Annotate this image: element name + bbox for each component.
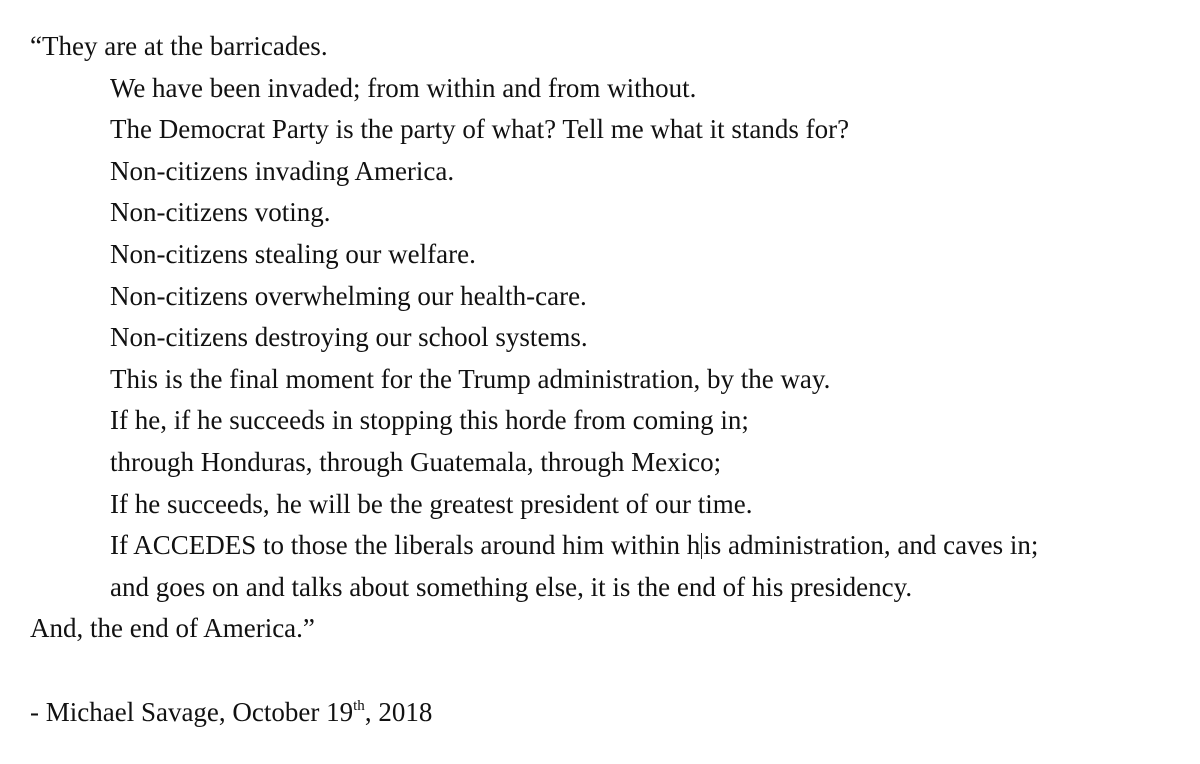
quote-line: We have been invaded; from within and from without. xyxy=(110,72,697,103)
document-body[interactable] xyxy=(30,26,1190,733)
quote-line-text-after-caret: is administration, and caves in; xyxy=(703,530,1039,561)
quote-line: Non-citizens destroying our school systems. xyxy=(110,322,588,353)
attribution-year: , 2018 xyxy=(364,696,433,727)
quote-opening-line: “They are at the barricades. xyxy=(30,31,328,61)
attribution-name-date: - Michael Savage, October 19 xyxy=(30,696,354,727)
quote-line: Non-citizens invading America. xyxy=(110,155,455,186)
quote-line: If he, if he succeeds in stopping this horde from coming in; xyxy=(110,405,749,436)
quote-line: If he succeeds, he will be the greatest president of our time. xyxy=(110,488,753,519)
blank-line xyxy=(30,650,1190,692)
quote-line: Non-citizens voting. xyxy=(110,197,331,228)
quote-line: The Democrat Party is the party of what? Tell me what it stands for? xyxy=(110,114,850,145)
quote-line-text-before-caret: If ACCEDES to those the liberals around him within h xyxy=(110,530,701,561)
quote-line: Non-citizens overwhelming our health-care. xyxy=(110,280,587,311)
quote-closing-line: And, the end of America.” xyxy=(30,613,315,644)
quote-line-with-caret xyxy=(30,525,1190,567)
quote-line: This is the final moment for the Trump administration, by the way. xyxy=(110,363,831,394)
attribution-line xyxy=(30,692,1190,734)
quote-line: Non-citizens stealing our welfare. xyxy=(110,238,476,269)
ordinal-suffix: th xyxy=(353,697,365,714)
quote-line: through Honduras, through Guatemala, through Mexico; xyxy=(110,446,722,477)
quote-line: and goes on and talks about something else, it is the end of his presidency. xyxy=(110,571,913,602)
